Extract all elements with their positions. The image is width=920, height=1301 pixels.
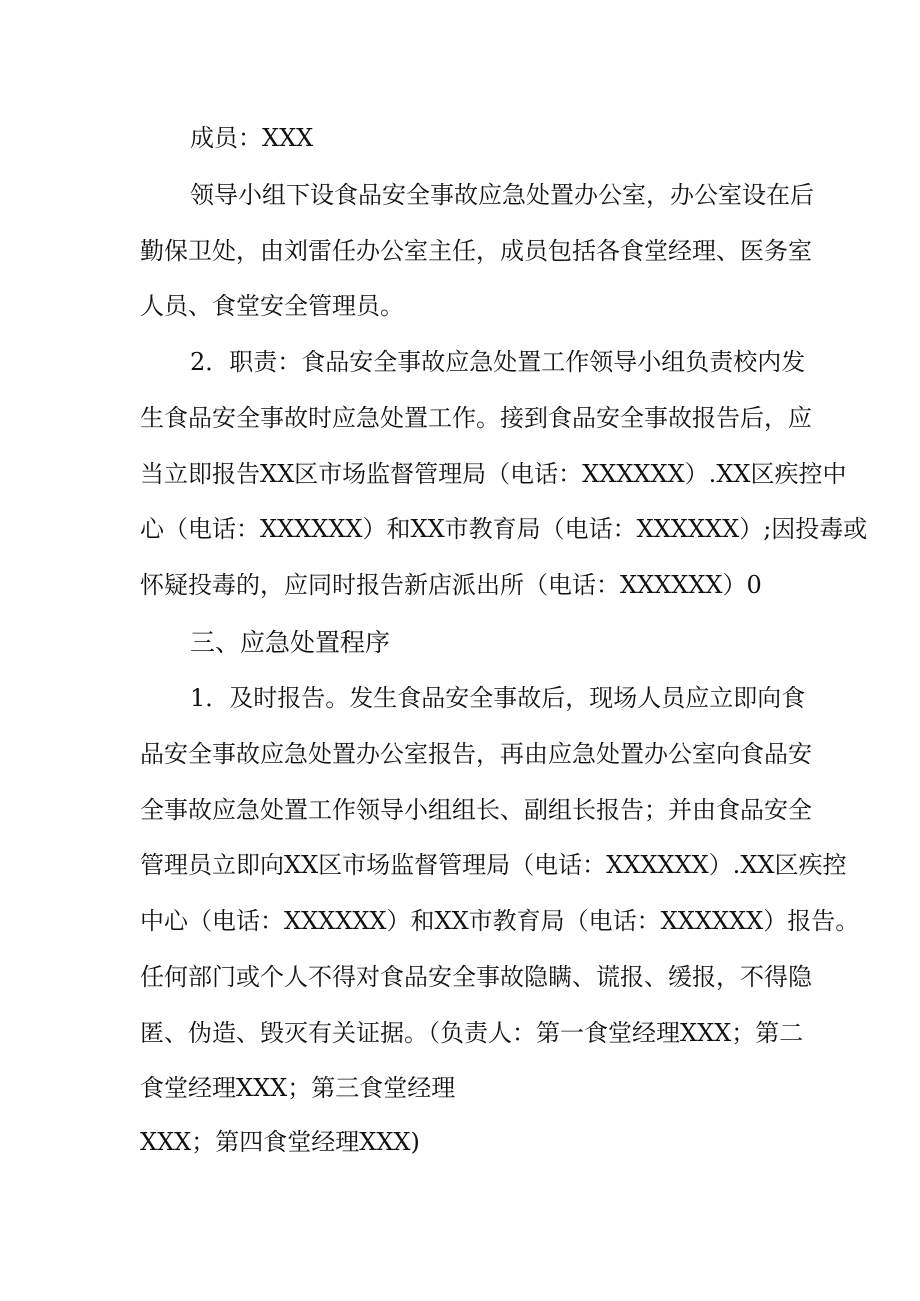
office-paragraph-line-1: 领导小组下设食品安全事故应急处置办公室，办公室设在后 (190, 181, 814, 209)
office-paragraph-line-3: 人员、食堂安全管理员。 (140, 292, 404, 320)
duty-paragraph-line-5: 怀疑投毒的，应同时报告新店派出所（电话：XXXXXX）0 (140, 571, 762, 599)
section-heading: 三、应急处置程序 (190, 628, 391, 657)
duty-paragraph-line-3: 当立即报告XX区市场监督管理局（电话：XXXXXX）.XX区疾控中 (140, 460, 847, 488)
office-paragraph-line-2: 勤保卫处，由刘雷任办公室主任，成员包括各食堂经理、医务室 (140, 237, 812, 265)
report-paragraph-line-3: 全事故应急处置工作领导小组组长、副组长报告；并由食品安全 (140, 796, 812, 824)
report-paragraph-line-2: 品安全事故应急处置办公室报告，再由应急处置办公室向食品安 (140, 740, 812, 768)
report-paragraph-line-6: 任何部门或个人不得对食品安全事故隐瞒、谎报、缓报，不得隐 (140, 963, 812, 991)
report-paragraph-line-9: XXX；第四食堂经理XXX) (140, 1128, 420, 1156)
duty-paragraph-line-4: 心（电话：XXXXXX）和XX市教育局（电话：XXXXXX）;因投毒或 (140, 515, 868, 543)
duty-paragraph-line-2: 生食品安全事故时应急处置工作。接到食品安全事故报告后，应 (140, 404, 812, 432)
members-line: 成员：XXX (190, 124, 314, 152)
report-paragraph-line-4: 管理员立即向XX区市场监督管理局（电话：XXXXXX）.XX区疾控 (140, 851, 847, 879)
report-paragraph-line-1: 1．及时报告。发生食品安全事故后，现场人员应立即向食 (190, 684, 806, 712)
report-paragraph-line-7: 匿、伪造、毁灭有关证据。（负责人：第一食堂经理XXX；第二 (140, 1019, 804, 1047)
duty-paragraph-line-1: 2．职责：食品安全事故应急处置工作领导小组负责校内发 (190, 348, 806, 376)
report-paragraph-line-8: 食堂经理XXX；第三食堂经理 (140, 1074, 456, 1102)
report-paragraph-line-5: 中心（电话：XXXXXX）和XX市教育局（电话：XXXXXX）报告。 (140, 907, 860, 935)
